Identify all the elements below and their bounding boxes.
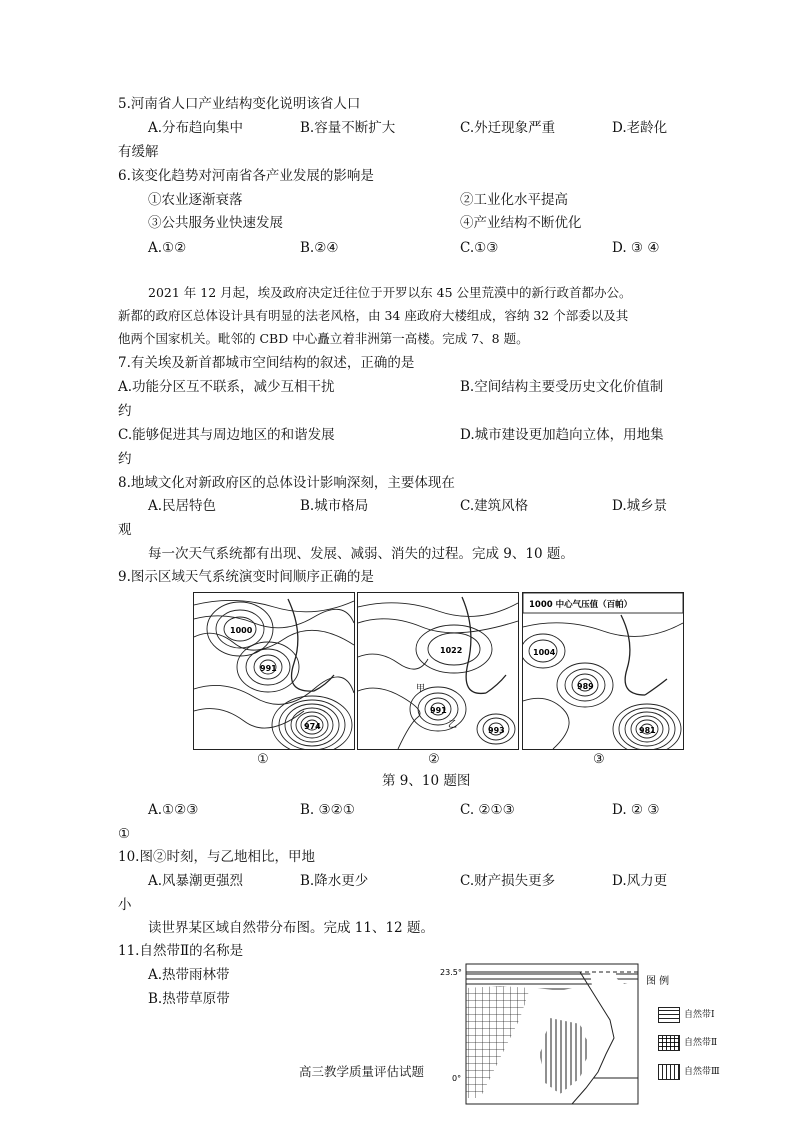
passage-7-8-line-1: 2021 年 12 月起，埃及政府决定迁往位于开罗以东 45 公里荒漠中的新行政首都办公。 bbox=[148, 285, 632, 300]
passage-7-8-line-2: 新都的政府区总体设计具有明显的法老风格，由 34 座政府大楼组成，容纳 32 个部委以及其 bbox=[118, 308, 629, 323]
map1-label-1000: 1000 bbox=[230, 626, 253, 635]
q6-statement-4: ④产业结构不断优化 bbox=[460, 215, 582, 231]
q7-option-b-wrap: 约 bbox=[118, 403, 132, 419]
map1-label-974: 974 bbox=[304, 722, 321, 731]
panel-label-1: ① bbox=[257, 752, 269, 767]
q6-option-d: D. ③ ④ bbox=[612, 240, 660, 256]
map2-label-993: 993 bbox=[488, 726, 505, 735]
q9-option-b: B. ③②① bbox=[300, 802, 355, 818]
q5-option-b: B.容量不断扩大 bbox=[300, 120, 396, 136]
q10-option-a: A.风暴潮更强烈 bbox=[148, 873, 244, 889]
lat-label-0: 0° bbox=[452, 1074, 462, 1083]
q5-option-a: A.分布趋向集中 bbox=[148, 120, 244, 136]
q10-option-d-wrap: 小 bbox=[118, 897, 132, 913]
q7-option-d-wrap: 约 bbox=[118, 451, 132, 467]
q8-option-d-wrap: 观 bbox=[118, 522, 132, 538]
map2-label-1022: 1022 bbox=[440, 646, 463, 655]
q9-stem: 9.图示区域天气系统演变时间顺序正确的是 bbox=[118, 569, 374, 585]
q10-stem: 10.图②时刻，与乙地相比，甲地 bbox=[118, 849, 315, 865]
map1-label-991: 991 bbox=[260, 664, 277, 673]
q6-stem: 6.该变化趋势对河南省各产业发展的影响是 bbox=[118, 168, 374, 184]
q9-option-c: C. ②①③ bbox=[460, 802, 515, 818]
q11-stem: 11.自然带Ⅱ的名称是 bbox=[118, 943, 244, 959]
q6-statement-3: ③公共服务业快速发展 bbox=[148, 215, 283, 231]
q8-option-b: B.城市格局 bbox=[300, 498, 369, 514]
map2-label-yi: 乙 bbox=[448, 720, 458, 730]
legend-label-2: 自然带Ⅱ bbox=[684, 1038, 718, 1048]
q8-option-c: C.建筑风格 bbox=[460, 498, 529, 514]
q5-stem: 5.河南省人口产业结构变化说明该省人口 bbox=[118, 96, 361, 112]
q7-option-d: D.城市建设更加趋向立体，用地集 bbox=[460, 427, 664, 443]
passage-11-12: 读世界某区域自然带分布图。完成 11、12 题。 bbox=[148, 920, 434, 936]
q8-option-d: D.城乡景 bbox=[612, 498, 668, 514]
map2-label-jia: 甲 bbox=[416, 684, 426, 694]
map3-label-1004: 1004 bbox=[533, 648, 556, 657]
passage-7-8-line-3: 他两个国家机关。毗邻的 CBD 中心矗立着非洲第一高楼。完成 7、8 题。 bbox=[118, 331, 529, 346]
map2-label-991: 991 bbox=[430, 706, 447, 715]
q6-option-a: A.①② bbox=[148, 240, 187, 256]
map3-label-989: 989 bbox=[577, 682, 594, 691]
q7-option-a: A.功能分区互不联系，减少互相干扰 bbox=[118, 379, 335, 395]
q8-stem: 8.地域文化对新政府区的总体设计影响深刻，主要体现在 bbox=[118, 475, 455, 491]
legend-swatch-3 bbox=[658, 1064, 680, 1080]
q6-statement-2: ②工业化水平提高 bbox=[460, 192, 568, 208]
natural-zone-map bbox=[440, 958, 676, 1106]
q9-option-a: A.①②③ bbox=[148, 802, 199, 818]
panel-label-3: ③ bbox=[593, 752, 605, 767]
q5-option-d-wrap: 有缓解 bbox=[118, 144, 159, 160]
page-footer: 高三教学质量评估试题 bbox=[299, 1064, 425, 1079]
q6-statement-1: ①农业逐渐衰落 bbox=[148, 192, 243, 208]
weather-map-2 bbox=[357, 592, 519, 750]
lat-label-23-5: 23.5° bbox=[440, 968, 462, 977]
weather-map-3 bbox=[522, 592, 684, 750]
passage-9-10: 每一次天气系统都有出现、发展、减弱、消失的过程。完成 9、10 题。 bbox=[148, 546, 574, 562]
weather-map-1 bbox=[193, 592, 355, 750]
q5-option-c: C.外迁现象严重 bbox=[460, 120, 556, 136]
map3-title: 1000 中心气压值（百帕） bbox=[529, 600, 633, 610]
panel-label-2: ② bbox=[428, 752, 440, 767]
legend-swatch-1 bbox=[658, 1007, 680, 1023]
figure-caption: 第 9、10 题图 bbox=[382, 773, 471, 789]
q6-option-c: C.①③ bbox=[460, 240, 499, 256]
q10-option-d: D.风力更 bbox=[612, 873, 668, 889]
q6-option-b: B.②④ bbox=[300, 240, 339, 256]
q8-option-a: A.民居特色 bbox=[148, 498, 217, 514]
legend-label-3: 自然带Ⅲ bbox=[684, 1067, 720, 1077]
legend-swatch-2 bbox=[658, 1035, 680, 1051]
q7-option-c: C.能够促进其与周边地区的和谐发展 bbox=[118, 427, 335, 443]
q7-stem: 7.有关埃及新首都城市空间结构的叙述，正确的是 bbox=[118, 355, 415, 371]
q9-option-d: D. ② ③ bbox=[612, 802, 660, 818]
q9-option-d-wrap: ① bbox=[118, 826, 131, 842]
legend-label-1: 自然带Ⅰ bbox=[684, 1010, 715, 1020]
q10-option-c: C.财产损失更多 bbox=[460, 873, 556, 889]
q11-option-b: B.热带草原带 bbox=[148, 991, 230, 1007]
q11-option-a: A.热带雨林带 bbox=[148, 967, 230, 983]
map3-label-981: 981 bbox=[639, 726, 656, 735]
q10-option-b: B.降水更少 bbox=[300, 873, 369, 889]
q7-option-b: B.空间结构主要受历史文化价值制 bbox=[460, 379, 664, 395]
legend-title: 图 例 bbox=[646, 976, 670, 987]
q5-option-d: D.老龄化 bbox=[612, 120, 668, 136]
